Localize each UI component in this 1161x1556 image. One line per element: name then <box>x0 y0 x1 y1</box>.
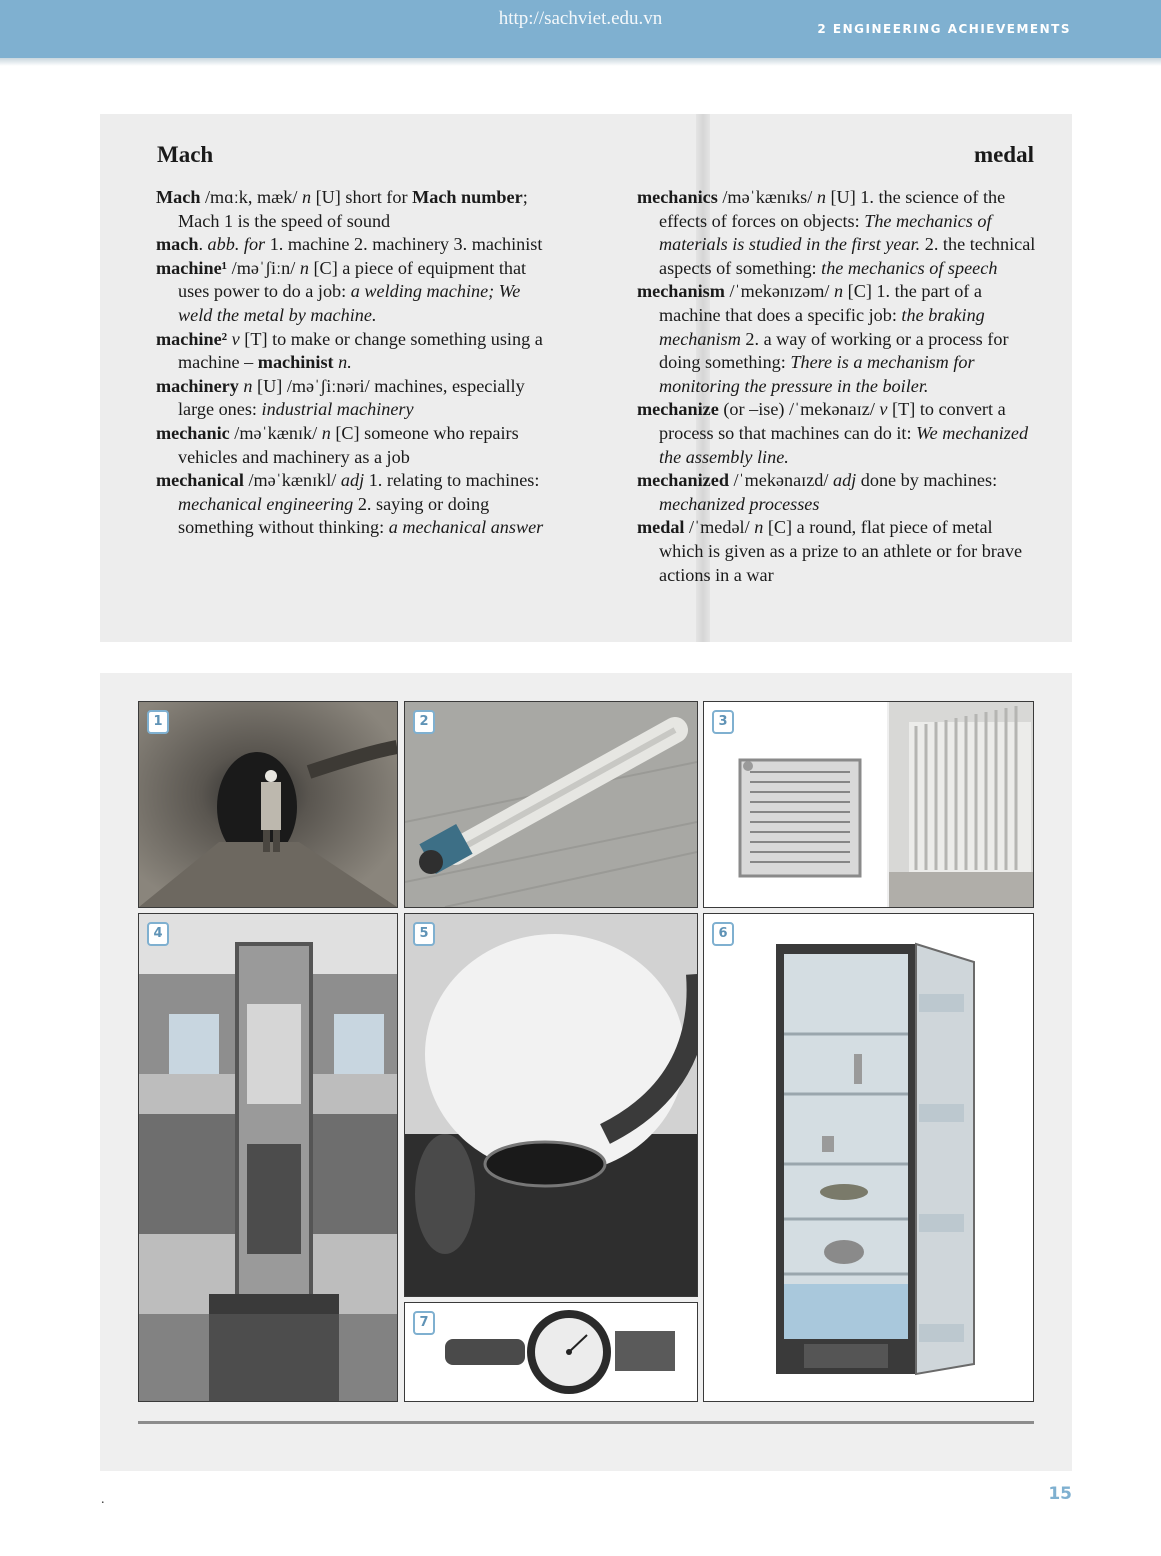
dictionary-entry <box>637 469 1037 516</box>
entry-text: /ˈmekənɪzəm/ <box>724 281 834 302</box>
italic-text: adj <box>340 470 365 491</box>
dictionary-entry <box>156 469 548 540</box>
radiator-photo <box>704 702 1033 907</box>
entry-text: 2. the technical aspects of something: <box>659 234 1036 278</box>
entry-text: [U] 1. the science of the effects of forces on objects: <box>659 187 1006 231</box>
dictionary-entry <box>637 398 1037 469</box>
entry-text: [C] a round, flat piece of metal which is given as a prize to an athlete or for brave actions in a war <box>659 517 1023 585</box>
photo-badge: 2 <box>413 710 435 734</box>
entry-text: [T] to convert a process so that machines can do it: <box>659 399 1006 443</box>
entry-text: (or –ise) /ˈmekənaɪz/ <box>718 399 880 420</box>
dictionary-entry <box>637 516 1037 587</box>
headword: Mach number <box>412 187 523 207</box>
header-shadow <box>0 58 1161 66</box>
entry-text: [U] short for <box>311 187 413 207</box>
italic-text: n <box>834 281 844 302</box>
unit-title: 2 ENGINEERING ACHIEVEMENTS <box>817 22 1071 36</box>
italic-text: n <box>301 187 312 207</box>
italic-text: n. <box>338 352 352 373</box>
entry-text: 1. relating to machines: <box>364 470 540 491</box>
refrigerator-photo <box>704 914 1033 1401</box>
kettle-photo <box>405 914 697 1296</box>
headword: mechanics <box>637 187 718 207</box>
dictionary-column-right <box>637 186 1037 587</box>
entry-text: [T] to make or change something using a machine – <box>178 328 543 373</box>
photo-6 <box>703 913 1034 1402</box>
guide-word-left: Mach <box>157 142 214 167</box>
photo-7 <box>404 1302 698 1402</box>
entry-text: /məˈʃiːn/ <box>227 257 300 278</box>
entry-text: [U] /məˈʃiːnəri/ machines, especially large ones: <box>178 375 525 420</box>
italic-text: mechanical engineering <box>178 493 354 514</box>
italic-text: The mechanics of materials is studied in the first year. <box>659 210 992 255</box>
entry-text: /məˈkænɪk/ <box>229 422 322 443</box>
italic-text: n <box>299 257 309 278</box>
entry-text: /mɑːk, mæk/ <box>200 187 302 207</box>
italic-text: a mechanical answer <box>388 517 544 538</box>
dictionary-entry <box>156 257 548 328</box>
dictionary-entry <box>156 422 548 469</box>
photo-4 <box>138 913 398 1402</box>
entry-text: 2. saying or doing something without thinking: <box>178 493 490 538</box>
photo-badge: 6 <box>712 922 734 946</box>
italic-text: adj <box>832 470 857 491</box>
italic-text: There is a mechanism for monitoring the pressure in the boiler. <box>659 352 975 396</box>
headword: mach <box>156 234 199 255</box>
italic-text: mechanized processes <box>659 493 820 514</box>
dictionary-entry <box>156 328 548 375</box>
headword: mechanical <box>156 470 244 491</box>
italic-text: v <box>231 328 240 349</box>
italic-text: the mechanics of speech <box>821 257 998 278</box>
headword: machinery <box>156 375 239 396</box>
photo-badge: 7 <box>413 1311 435 1335</box>
footer-mark: . <box>101 1492 105 1507</box>
italic-text: a welding machine; We weld the metal by machine. <box>178 281 521 325</box>
entry-text: done by machines: <box>856 470 998 491</box>
italic-text: n <box>321 422 331 443</box>
entry-text: /məˈkænɪks/ <box>717 187 817 207</box>
italic-text: v <box>879 399 888 420</box>
headword: medal <box>637 517 685 538</box>
entry-text: ; Mach 1 is the speed of sound <box>178 187 528 231</box>
mine-tunnel-photo <box>139 702 397 907</box>
source-url[interactable]: http://sachviet.edu.vn <box>498 8 663 29</box>
headword: mechanism <box>637 281 725 302</box>
guide-word-right: medal <box>973 142 1034 167</box>
headword: Mach <box>156 187 201 207</box>
headword: machinist <box>257 352 334 373</box>
dictionary-entry <box>637 280 1037 398</box>
photo-5 <box>404 913 698 1297</box>
pressure-gauge-photo <box>405 1303 697 1401</box>
photo-badge: 3 <box>712 710 734 734</box>
dictionary-entry <box>156 375 548 422</box>
italic-text: the braking mechanism <box>659 304 985 349</box>
photo-badge: 4 <box>147 922 169 946</box>
drive-shaft-photo <box>405 702 697 907</box>
dictionary-entry <box>156 186 548 233</box>
entry-text: 2. a way of working or a process for doing something: <box>659 328 1009 373</box>
photo-1 <box>138 701 398 908</box>
entry-text: . <box>198 234 208 255</box>
entry-text: [C] someone who repairs vehicles and machinery as a job <box>178 422 519 467</box>
headword: machine² <box>156 328 228 349</box>
page-number: 15 <box>1048 1484 1072 1504</box>
dictionary-column-left <box>156 186 548 540</box>
entry-text: /ˈmekənaɪzd/ <box>728 470 833 491</box>
entry-text: /ˈmedəl/ <box>684 517 755 538</box>
italic-text: n <box>816 187 826 207</box>
italic-text: abb. for <box>207 234 266 255</box>
photo-panel <box>100 673 1072 1471</box>
headword: machine¹ <box>156 257 228 278</box>
dictionary-panel <box>100 114 1072 642</box>
bottom-rule <box>138 1421 1034 1424</box>
italic-text: n <box>243 375 253 396</box>
dictionary-entry <box>156 233 548 257</box>
elevator-photo <box>139 914 397 1401</box>
headword: mechanic <box>156 422 230 443</box>
photo-badge: 1 <box>147 710 169 734</box>
photo-3 <box>703 701 1034 908</box>
italic-text: n <box>754 517 764 538</box>
headword: mechanize <box>637 399 719 420</box>
dictionary-entry <box>637 186 1037 280</box>
italic-text: We mechanized the assembly line. <box>659 422 1029 467</box>
entry-text: /məˈkænɪkl/ <box>243 470 341 491</box>
entry-text: 1. machine 2. machinery 3. machinist <box>265 234 543 255</box>
entry-text: [C] 1. the part of a machine that does a specific job: <box>659 281 982 325</box>
italic-text: industrial machinery <box>261 399 414 420</box>
photo-2 <box>404 701 698 908</box>
headword: mechanized <box>637 470 729 491</box>
photo-badge: 5 <box>413 922 435 946</box>
entry-text: [C] a piece of equipment that uses power to do a job: <box>178 257 527 302</box>
